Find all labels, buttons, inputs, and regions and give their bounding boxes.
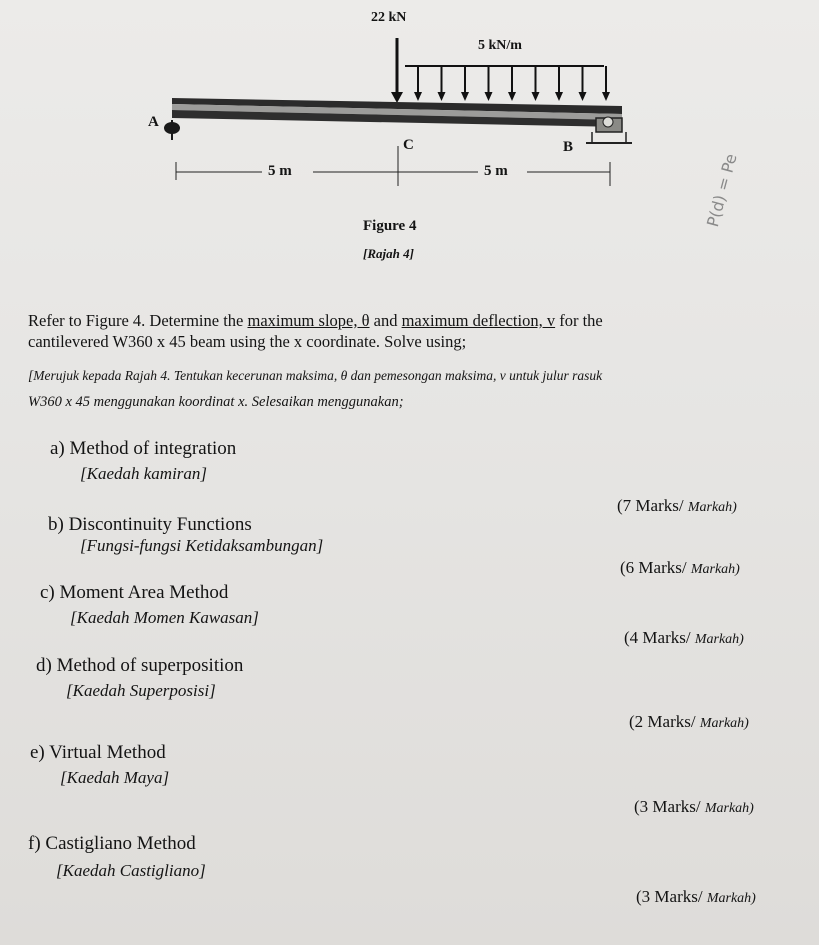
- udl-arrow: [555, 66, 563, 101]
- udl-arrow: [532, 66, 540, 101]
- part-label-ms: [Kaedah Superposisi]: [66, 681, 216, 700]
- udl-arrow: [461, 66, 469, 101]
- marks-ms: Markah): [690, 562, 740, 577]
- part-marks: [629, 712, 749, 732]
- udl-arrow: [508, 66, 516, 101]
- marks-en: (2 Marks/: [629, 712, 696, 731]
- question-line-1: [28, 311, 603, 331]
- beam-figure: [0, 0, 819, 240]
- figure-caption-ms: [Rajah 4]: [363, 246, 414, 261]
- part-label: e) Virtual Method: [30, 742, 166, 763]
- udl-arrow: [602, 66, 610, 101]
- question-text: for the: [559, 311, 603, 330]
- udl-arrow: [438, 66, 446, 101]
- marks-en: (4 Marks/: [624, 628, 691, 647]
- udl-arrow: [414, 66, 422, 101]
- dimension-right-label: 5 m: [484, 163, 508, 179]
- marks-en: (7 Marks/: [617, 496, 684, 515]
- handwritten-note: P(d) = Pe: [703, 151, 741, 229]
- part-label: d) Method of superposition: [36, 655, 244, 676]
- part-label: b) Discontinuity Functions: [48, 514, 252, 535]
- dimension-line: [176, 162, 610, 186]
- part-label-ms: [Kaedah Castigliano]: [56, 861, 206, 880]
- part-label-ms: [Fungsi-fungsi Ketidaksambungan]: [80, 536, 324, 555]
- part-marks: [636, 887, 756, 907]
- marks-ms: Markah): [699, 716, 749, 731]
- marks-en: (3 Marks/: [634, 797, 701, 816]
- distributed-load: [405, 66, 610, 101]
- point-a-label: A: [148, 114, 159, 130]
- question-line-2: cantilevered W360 x 45 beam using the x coordinate. Solve using;: [28, 332, 467, 351]
- marks-ms: Markah): [704, 801, 754, 816]
- point-load-arrow: [391, 38, 403, 103]
- part-label-ms: [Kaedah Maya]: [60, 768, 170, 787]
- part-marks: [617, 496, 737, 516]
- distributed-load-label: 5 kN/m: [478, 38, 522, 53]
- udl-arrow: [485, 66, 493, 101]
- question-text: Refer to Figure 4. Determine the: [28, 311, 244, 330]
- part-label: c) Moment Area Method: [40, 582, 229, 603]
- udl-arrow: [579, 66, 587, 101]
- point-load-label: 22 kN: [371, 10, 407, 25]
- part-label-ms: [Kaedah kamiran]: [80, 464, 208, 483]
- question-underlined-deflection: maximum deflection, v: [401, 311, 556, 330]
- point-b-label: B: [563, 139, 574, 155]
- question-ms-line-1: [Merujuk kepada Rajah 4. Tentukan kecerunan maksima, θ dan pemesongan maksima, v untuk julur rasuk: [28, 368, 603, 383]
- marks-ms: Markah): [706, 891, 756, 906]
- point-c-label: C: [403, 137, 414, 153]
- marks-en: (6 Marks/: [620, 558, 687, 577]
- beam: [172, 98, 622, 127]
- figure-caption: Figure 4: [363, 218, 417, 234]
- marks-en: (3 Marks/: [636, 887, 703, 906]
- part-label: a) Method of integration: [50, 438, 237, 459]
- question-underlined-slope: maximum slope, θ: [247, 311, 370, 330]
- marks-ms: Markah): [687, 500, 737, 515]
- dimension-left-label: 5 m: [268, 163, 292, 179]
- part-marks: [634, 797, 754, 817]
- fixed-support-a: [164, 120, 180, 140]
- question-text: and: [373, 311, 398, 330]
- part-marks: [624, 628, 744, 648]
- part-label-ms: [Kaedah Momen Kawasan]: [70, 608, 259, 627]
- part-label: f) Castigliano Method: [28, 833, 196, 854]
- marks-ms: Markah): [694, 632, 744, 647]
- part-marks: [620, 558, 740, 578]
- question-ms-line-2: W360 x 45 menggunakan koordinat x. Selesaikan menggunakan;: [28, 394, 404, 410]
